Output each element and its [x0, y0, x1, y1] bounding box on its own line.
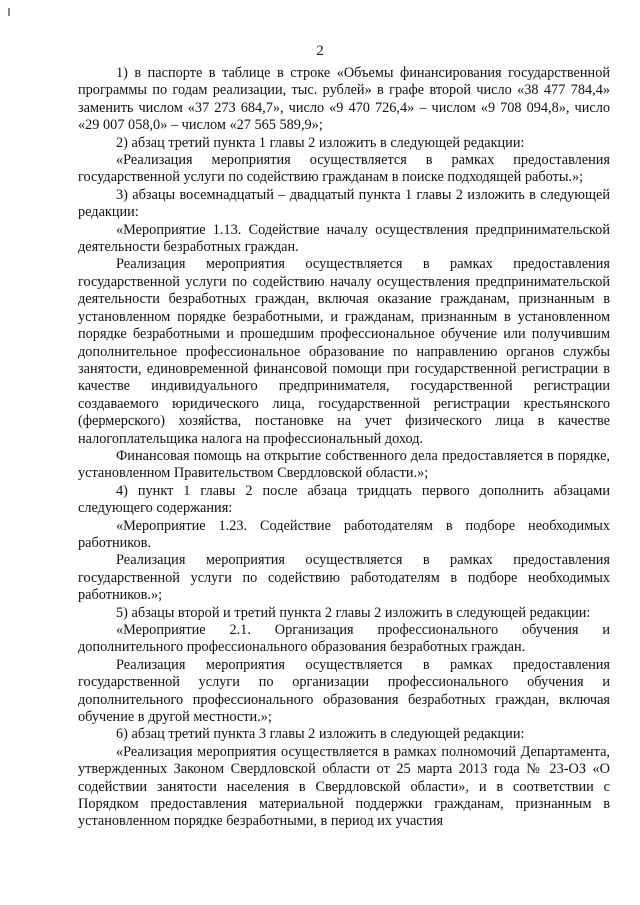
paragraph: 4) пункт 1 главы 2 после абзаца тридцать первого дополнить абзацами следующего содержания:: [78, 482, 610, 517]
paragraph: «Реализация мероприятия осуществляется в рамках предоставления государственной услуги по содействию гражданам в поиске подходящей работы.»;: [78, 152, 610, 186]
paragraph: 5) абзацы второй и третий пункта 2 главы 2 изложить в следующей редакции:: [116, 604, 591, 621]
paragraph: «Мероприятие 1.23. Содействие работодателям в подборе необходимых работников.: [78, 517, 610, 551]
document-body: [78, 65, 610, 831]
paragraph: 6) абзац третий пункта 3 главы 2 изложить в следующей редакции:: [116, 726, 525, 743]
paragraph: 2) абзац третий пункта 1 главы 2 изложить в следующей редакции:: [116, 134, 525, 151]
paragraph: 1) в паспорте в таблице в строке «Объемы финансирования государственной программы по годам реализации, тыс. рублей» в графе второй число «38 477 784,4» заменить числом «37 273 684,7», число «9 470 726,4» – числом «9 708 094,8», число «29 007 058,0» – числом «27 565 589,9»;: [78, 65, 610, 134]
paragraph: Финансовая помощь на открытие собственного дела предоставляется в порядке, установленном Правительством Свердловской области.»;: [78, 447, 610, 482]
paragraph: «Мероприятие 2.1. Организация профессионального обучения и дополнительного профессионального образования безработных граждан.: [78, 622, 610, 656]
paragraph: Реализация мероприятия осуществляется в рамках предоставления государственной услуги по содействию началу осуществления предпринимательской деятельности безработных граждан, включая оказание гражданам, признанным в установленном порядке безработными, и гражданам, признанным в установленном порядке безработными и прошедшим профессиональное обучение или получившим дополнительное профессиональное образование по направлению органов службы занятости, единовременной финансовой помощи при государственной регистрации в качестве индивидуального предпринимателя, государственной регистрации создаваемого юридического лица, государственной регистрации крестьянского (фермерского) хозяйства, постановке на учет физического лица в качестве налогоплательщика налога на профессиональный доход.: [78, 256, 610, 447]
paragraph: «Реализация мероприятия осуществляется в рамках полномочий Департамента, утвержденных Законом Свердловской области от 25 марта 2013 года № 23-ОЗ «О содействии занятости населения в Свердловской области», и в соответствии с Порядком предоставления материальной поддержки гражданам, признанным в установленном порядке безработными, в период их участия: [78, 743, 610, 830]
scan-mark: [8, 8, 10, 16]
paragraph: Реализация мероприятия осуществляется в рамках предоставления государственной услуги по организации профессионального обучения и дополнительного профессионального образования безработных граждан, включая обучение в другой местности.»;: [78, 656, 610, 726]
paragraph: «Мероприятие 1.13. Содействие началу осуществления предпринимательской деятельности безработных граждан.: [78, 221, 610, 256]
paragraph: Реализация мероприятия осуществляется в рамках предоставления государственной услуги по содействию работодателям в подборе необходимых работников.»;: [78, 552, 610, 604]
page-number: 2: [316, 43, 324, 59]
paragraph: 3) абзацы восемнадцатый – двадцатый пункта 1 главы 2 изложить в следующей редакции:: [78, 186, 610, 221]
